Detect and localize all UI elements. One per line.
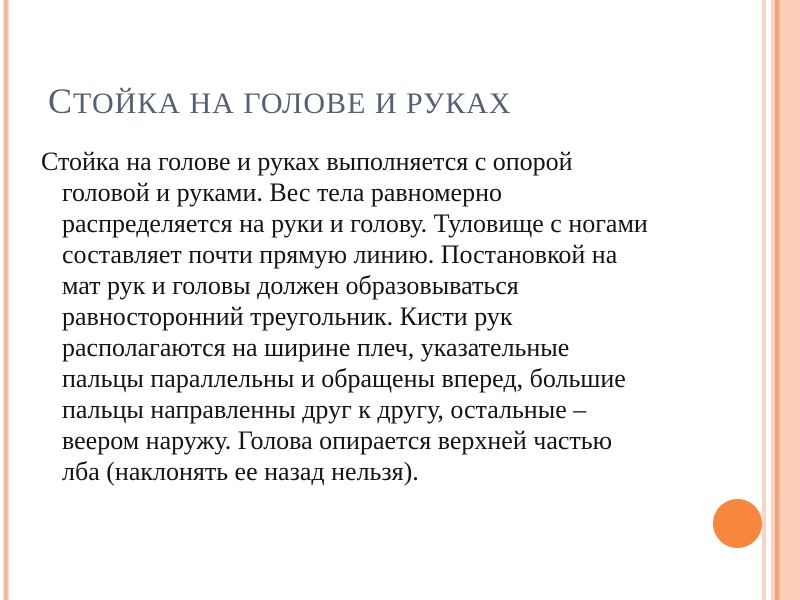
body-text-line: располагаются на ширине плеч, указательные xyxy=(62,333,570,362)
body-text-line: лба (наклонять ее назад нельзя). xyxy=(62,457,419,486)
right-stripe-thin-outer xyxy=(762,0,766,600)
body-text-line: веером наружу. Голова опирается верхней частью xyxy=(62,426,613,455)
body-text-line: головой и руками. Вес тела равномерно xyxy=(62,178,503,207)
body-text-line: пальцы параллельны и обращены вперед, большие xyxy=(62,364,626,393)
body-text-line: мат рук и головы должен образовываться xyxy=(62,271,519,300)
body-text-line: составляет почти прямую линию. Постановкой на xyxy=(62,240,618,269)
slide-title: СТОЙКА НА ГОЛОВЕ И РУКАХ xyxy=(48,81,512,121)
body-text-line: пальцы направленны друг к другу, остальные – xyxy=(62,395,587,424)
body-text-line: распределяется на руки и голову. Туловище с ногами xyxy=(62,209,648,238)
body-text-line: равносторонний треугольник. Кисти рук xyxy=(62,302,513,331)
body-text-line: Стойка на голове и руках выполняется с опорой xyxy=(41,147,573,176)
left-accent-stripe xyxy=(3,0,9,600)
orange-circle-decoration xyxy=(713,499,762,548)
slide-body-text xyxy=(41,146,648,487)
right-stripe-band xyxy=(780,0,800,600)
right-accent-stripes xyxy=(762,0,800,600)
